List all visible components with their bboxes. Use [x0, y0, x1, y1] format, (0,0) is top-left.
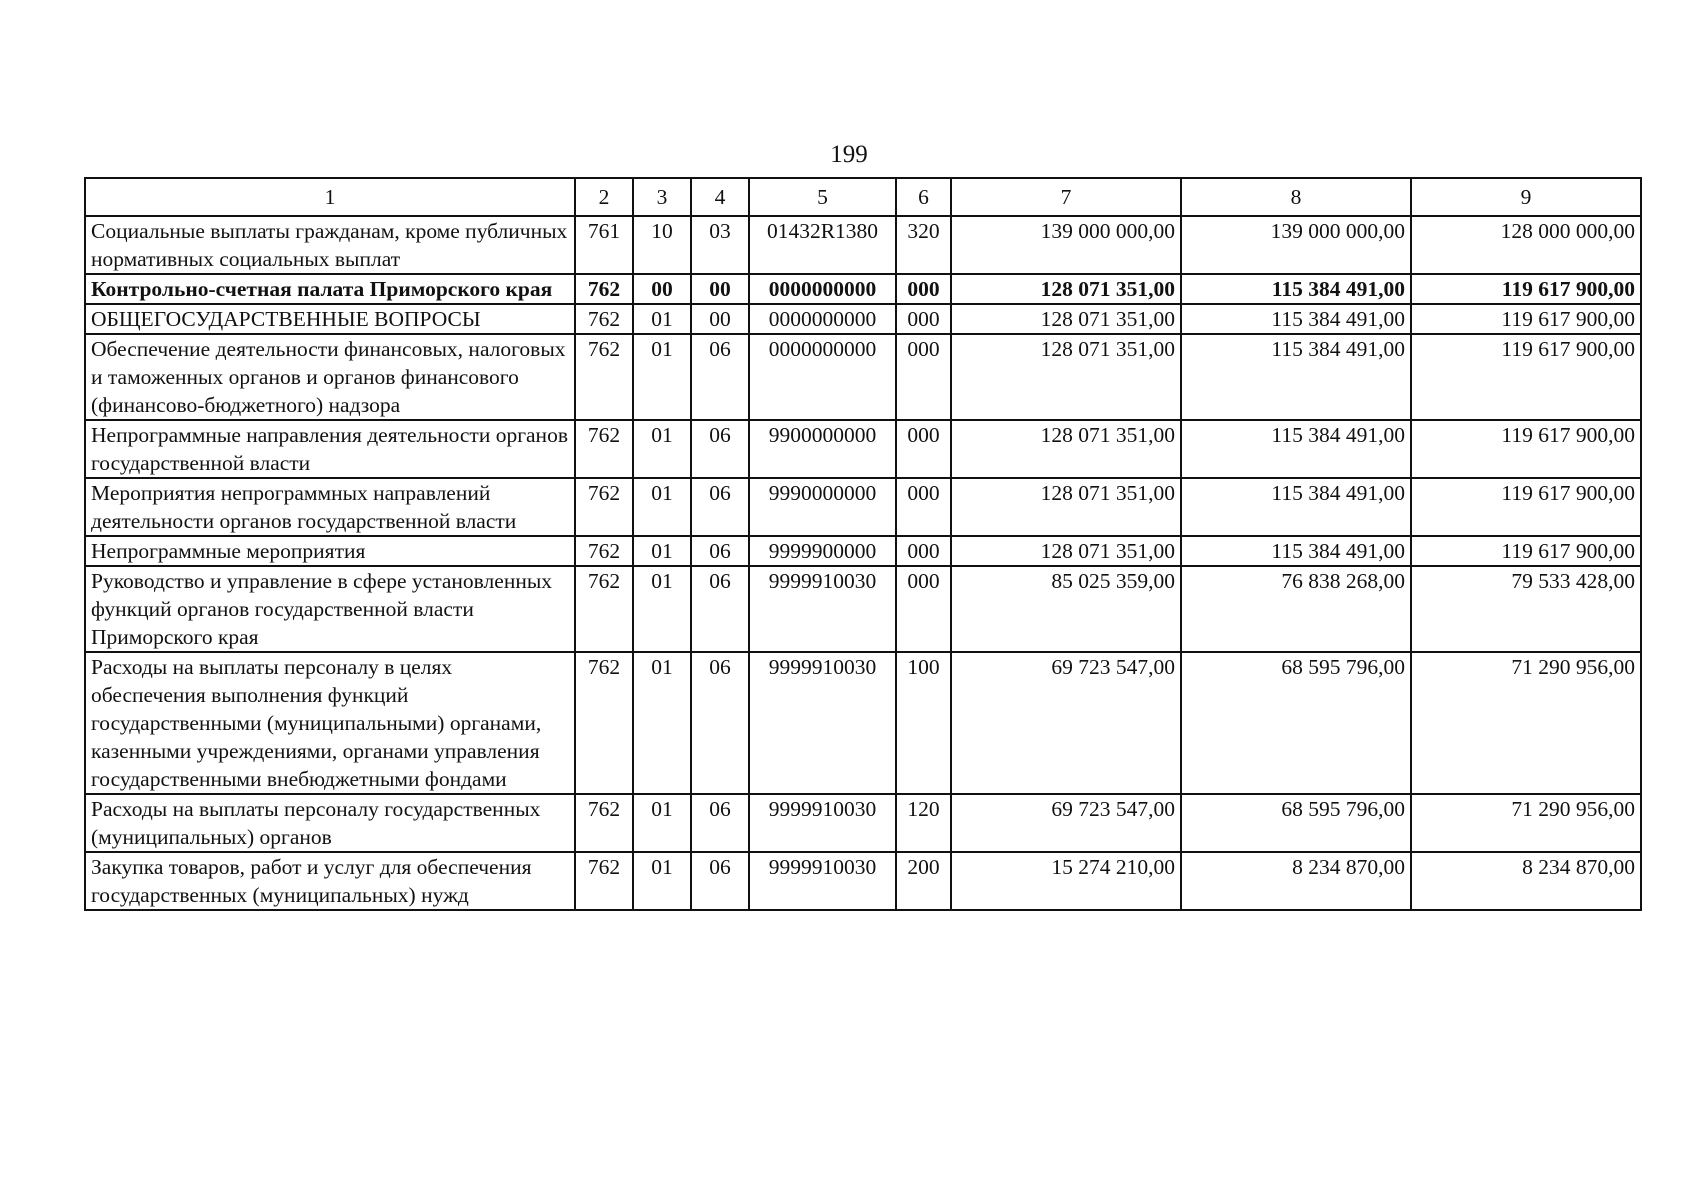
- subsection-code: 06: [691, 536, 749, 566]
- target-article-code: 9999910030: [749, 652, 896, 794]
- ministry-code: 762: [575, 652, 633, 794]
- budget-item-name: Контрольно-счетная палата Приморского края: [85, 274, 575, 304]
- amount-col-8: 68 595 796,00: [1181, 652, 1411, 794]
- amount-col-9: 128 000 000,00: [1411, 216, 1641, 274]
- subsection-code: 06: [691, 852, 749, 910]
- expense-type-code: 320: [896, 216, 951, 274]
- expense-type-code: 000: [896, 536, 951, 566]
- target-article-code: 0000000000: [749, 304, 896, 334]
- amount-col-7: 128 071 351,00: [951, 536, 1181, 566]
- expense-type-code: 000: [896, 420, 951, 478]
- ministry-code: 762: [575, 274, 633, 304]
- amount-col-9: 119 617 900,00: [1411, 478, 1641, 536]
- budget-item-name: Социальные выплаты гражданам, кроме публичных нормативных социальных выплат: [85, 216, 575, 274]
- section-code: 01: [633, 536, 691, 566]
- section-code: 01: [633, 794, 691, 852]
- budget-item-name: Расходы на выплаты персоналу в целях обеспечения выполнения функций государственными (муниципальными) органами, казенными учреждениями, органами управления государственными внебюджетными фондами: [85, 652, 575, 794]
- target-article-code: 9999910030: [749, 794, 896, 852]
- header-cell-7: 7: [951, 178, 1181, 216]
- table-row: [85, 216, 1641, 274]
- ministry-code: 762: [575, 794, 633, 852]
- table-row: [85, 274, 1641, 304]
- amount-col-8: 115 384 491,00: [1181, 478, 1411, 536]
- target-article-code: 9999910030: [749, 852, 896, 910]
- amount-col-8: 115 384 491,00: [1181, 304, 1411, 334]
- budget-item-name: Мероприятия непрограммных направлений деятельности органов государственной власти: [85, 478, 575, 536]
- amount-col-9: 119 617 900,00: [1411, 334, 1641, 420]
- section-code: 00: [633, 274, 691, 304]
- expense-type-code: 000: [896, 274, 951, 304]
- budget-item-name: Непрограммные мероприятия: [85, 536, 575, 566]
- budget-item-name: Закупка товаров, работ и услуг для обеспечения государственных (муниципальных) нужд: [85, 852, 575, 910]
- ministry-code: 762: [575, 478, 633, 536]
- budget-item-name: Руководство и управление в сфере установленных функций органов государственной власти Приморского края: [85, 566, 575, 652]
- section-code: 01: [633, 652, 691, 794]
- header-cell-3: 3: [633, 178, 691, 216]
- header-cell-4: 4: [691, 178, 749, 216]
- header-cell-9: 9: [1411, 178, 1641, 216]
- header-cell-5: 5: [749, 178, 896, 216]
- target-article-code: 9990000000: [749, 478, 896, 536]
- budget-item-name: Непрограммные направления деятельности органов государственной власти: [85, 420, 575, 478]
- table-row: [85, 334, 1641, 420]
- amount-col-7: 128 071 351,00: [951, 334, 1181, 420]
- amount-col-7: 128 071 351,00: [951, 304, 1181, 334]
- table-row: [85, 566, 1641, 652]
- target-article-code: 9999900000: [749, 536, 896, 566]
- amount-col-7: 139 000 000,00: [951, 216, 1181, 274]
- amount-col-7: 15 274 210,00: [951, 852, 1181, 910]
- table-row: [85, 420, 1641, 478]
- subsection-code: 00: [691, 274, 749, 304]
- target-article-code: 0000000000: [749, 274, 896, 304]
- amount-col-9: 119 617 900,00: [1411, 304, 1641, 334]
- amount-col-7: 69 723 547,00: [951, 794, 1181, 852]
- section-code: 10: [633, 216, 691, 274]
- expense-type-code: 000: [896, 304, 951, 334]
- target-article-code: 9999910030: [749, 566, 896, 652]
- amount-col-8: 115 384 491,00: [1181, 274, 1411, 304]
- amount-col-9: 119 617 900,00: [1411, 536, 1641, 566]
- subsection-code: 06: [691, 334, 749, 420]
- table-row: [85, 478, 1641, 536]
- ministry-code: 762: [575, 420, 633, 478]
- ministry-code: 761: [575, 216, 633, 274]
- target-article-code: 01432R1380: [749, 216, 896, 274]
- subsection-code: 06: [691, 420, 749, 478]
- expense-type-code: 100: [896, 652, 951, 794]
- amount-col-8: 115 384 491,00: [1181, 420, 1411, 478]
- amount-col-7: 128 071 351,00: [951, 478, 1181, 536]
- table-row: [85, 794, 1641, 852]
- budget-item-name: Обеспечение деятельности финансовых, налоговых и таможенных органов и органов финансового (финансово-бюджетного) надзора: [85, 334, 575, 420]
- subsection-code: 00: [691, 304, 749, 334]
- budget-table: [84, 177, 1642, 911]
- table-row: [85, 536, 1641, 566]
- amount-col-9: 8 234 870,00: [1411, 852, 1641, 910]
- expense-type-code: 000: [896, 478, 951, 536]
- section-code: 01: [633, 852, 691, 910]
- section-code: 01: [633, 478, 691, 536]
- amount-col-7: 128 071 351,00: [951, 420, 1181, 478]
- subsection-code: 06: [691, 478, 749, 536]
- budget-item-name: ОБЩЕГОСУДАРСТВЕННЫЕ ВОПРОСЫ: [85, 304, 575, 334]
- ministry-code: 762: [575, 536, 633, 566]
- table-row: [85, 852, 1641, 910]
- target-article-code: 9900000000: [749, 420, 896, 478]
- header-cell-2: 2: [575, 178, 633, 216]
- budget-item-name: Расходы на выплаты персоналу государственных (муниципальных) органов: [85, 794, 575, 852]
- amount-col-8: 115 384 491,00: [1181, 334, 1411, 420]
- ministry-code: 762: [575, 304, 633, 334]
- section-code: 01: [633, 304, 691, 334]
- target-article-code: 0000000000: [749, 334, 896, 420]
- amount-col-8: 115 384 491,00: [1181, 536, 1411, 566]
- expense-type-code: 000: [896, 566, 951, 652]
- amount-col-7: 85 025 359,00: [951, 566, 1181, 652]
- ministry-code: 762: [575, 334, 633, 420]
- amount-col-9: 71 290 956,00: [1411, 794, 1641, 852]
- section-code: 01: [633, 420, 691, 478]
- table-row: [85, 652, 1641, 794]
- expense-type-code: 200: [896, 852, 951, 910]
- amount-col-9: 71 290 956,00: [1411, 652, 1641, 794]
- header-cell-6: 6: [896, 178, 951, 216]
- amount-col-8: 68 595 796,00: [1181, 794, 1411, 852]
- amount-col-7: 69 723 547,00: [951, 652, 1181, 794]
- subsection-code: 06: [691, 794, 749, 852]
- expense-type-code: 120: [896, 794, 951, 852]
- page-number: 199: [830, 141, 868, 168]
- subsection-code: 06: [691, 652, 749, 794]
- amount-col-9: 119 617 900,00: [1411, 274, 1641, 304]
- header-row: [85, 178, 1641, 216]
- amount-col-8: 139 000 000,00: [1181, 216, 1411, 274]
- amount-col-7: 128 071 351,00: [951, 274, 1181, 304]
- subsection-code: 06: [691, 566, 749, 652]
- section-code: 01: [633, 334, 691, 420]
- amount-col-8: 76 838 268,00: [1181, 566, 1411, 652]
- table-row: [85, 304, 1641, 334]
- header-cell-8: 8: [1181, 178, 1411, 216]
- amount-col-8: 8 234 870,00: [1181, 852, 1411, 910]
- amount-col-9: 119 617 900,00: [1411, 420, 1641, 478]
- ministry-code: 762: [575, 852, 633, 910]
- section-code: 01: [633, 566, 691, 652]
- amount-col-9: 79 533 428,00: [1411, 566, 1641, 652]
- header-cell-1: 1: [85, 178, 575, 216]
- subsection-code: 03: [691, 216, 749, 274]
- table-body: [85, 216, 1641, 910]
- ministry-code: 762: [575, 566, 633, 652]
- expense-type-code: 000: [896, 334, 951, 420]
